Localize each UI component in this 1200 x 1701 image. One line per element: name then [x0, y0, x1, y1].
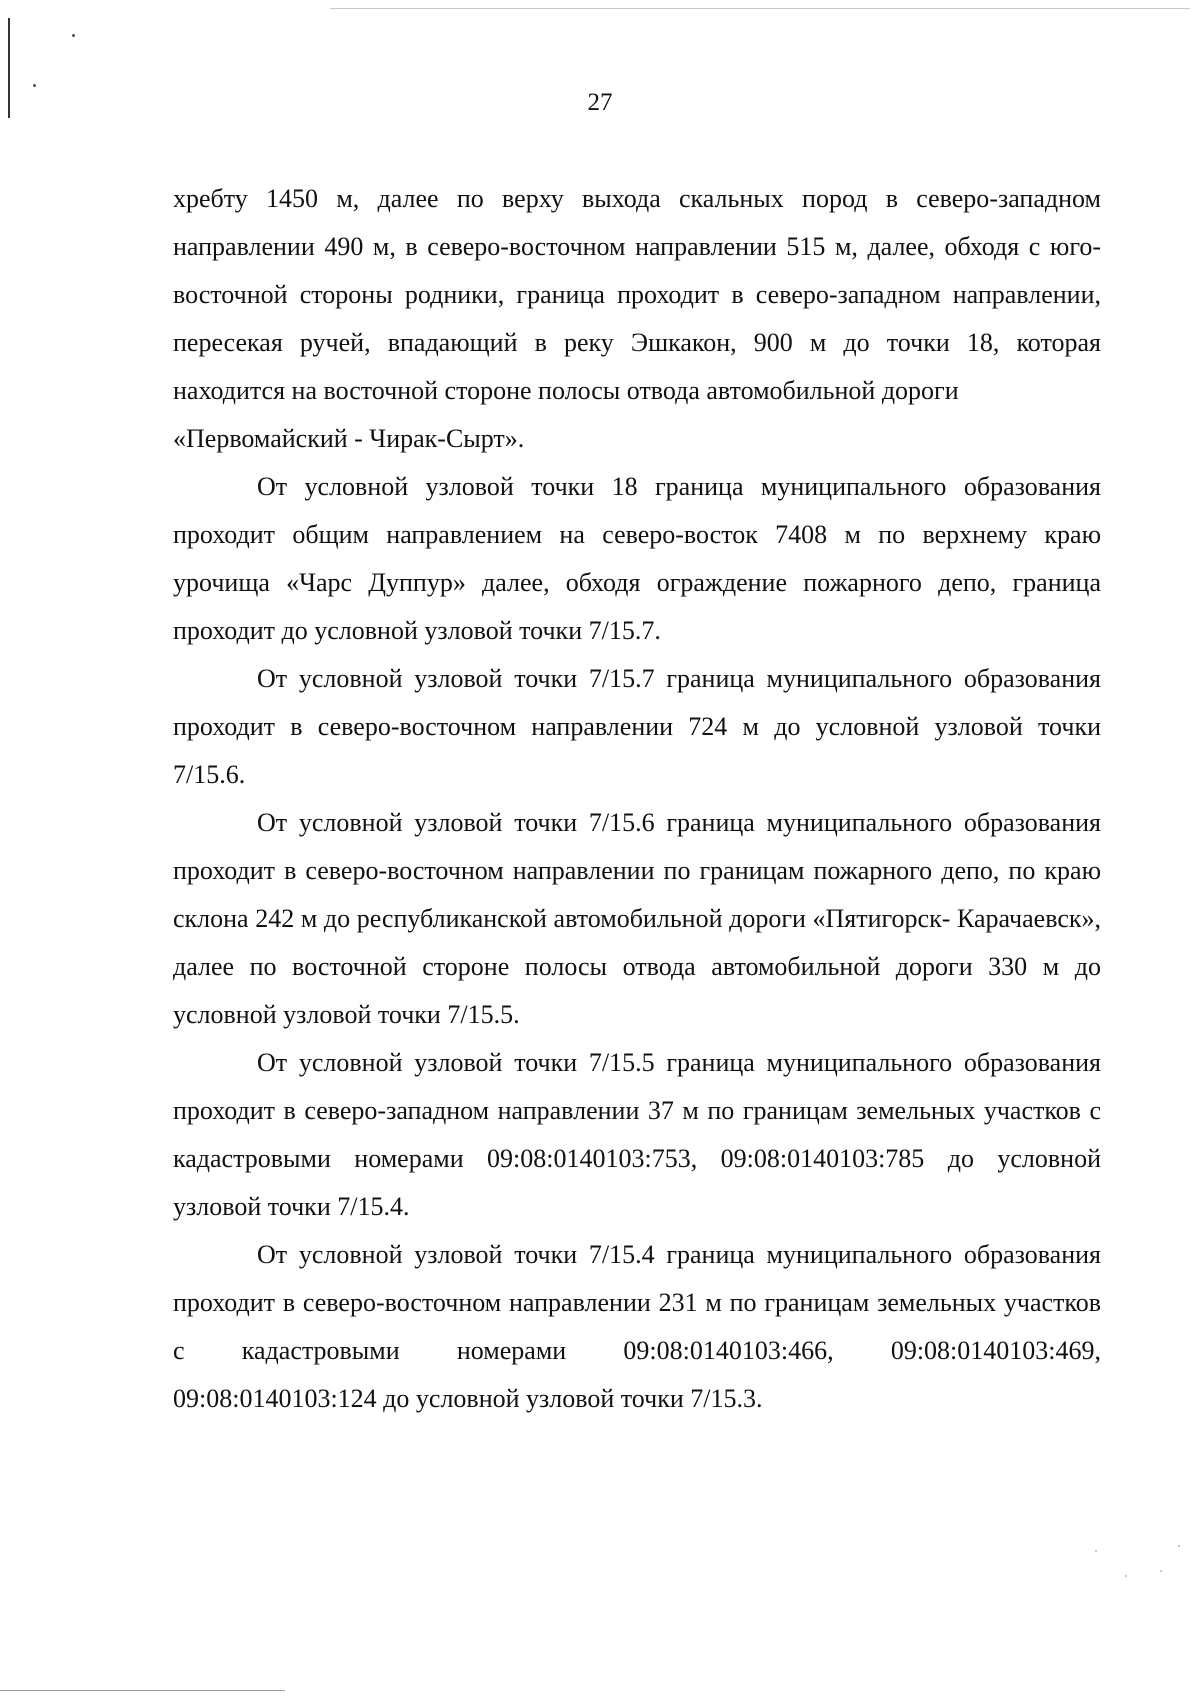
- paragraph-point-7-15-4: От условной узловой точки 7/15.4 граница муниципального образования проходит в северо-восточном направлении 231 м по границам земельных участков с кадастровыми номерами 09:08:0140103:466, 09:08:0140103:469, 09:08:0140103:124 до условной узловой точки 7/15.3.: [173, 1240, 1101, 1413]
- scan-artifact-dot: [33, 84, 36, 87]
- scan-artifact-top-line: [330, 8, 1190, 9]
- scan-artifact-noise: [1125, 1575, 1127, 1577]
- paragraph-point-7-15-5: От условной узловой точки 7/15.5 граница муниципального образования проходит в северо-западном направлении 37 м по границам земельных участков с кадастровыми номерами 09:08:0140103:753, 09:08:0140103:785 до условной узловой точки 7/15.4.: [173, 1048, 1101, 1221]
- paragraph-point-7-15-6: От условной узловой точки 7/15.6 граница муниципального образования проходит в северо-восточном направлении по границам пожарного депо, по краю склона 242 м до республиканской автомобильной дороги «Пятигорск- Карачаевск», далее по восточной стороне полосы отвода автомобильной дороги 330 м до условной узловой точки 7/15.5.: [173, 808, 1101, 1029]
- paragraph-continuation: хребту 1450 м, далее по верху выхода скальных пород в северо-западном направлении 490 м, в северо-восточном направлении 515 м, далее, обходя с юго-восточной стороны родники, граница проходит в северо-западном направлении, пересекая ручей, впадающий в реку Эшкакон, 900 м до точки 18, которая находится на восточной стороне полосы отвода автомобильной дороги: [173, 184, 1101, 405]
- paragraph-point-7-15-7: От условной узловой точки 7/15.7 граница муниципального образования проходит в северо-восточном направлении 724 м до условной узловой точки 7/15.6.: [173, 664, 1101, 789]
- paragraph-point-18: От условной узловой точки 18 граница муниципального образования проходит общим направлением на северо-восток 7408 м по верхнему краю урочища «Чарс Дуппур» далее, обходя ограждение пожарного депо, граница проходит до условной узловой точки 7/15.7.: [173, 472, 1101, 645]
- scan-artifact-noise: [1095, 1550, 1097, 1552]
- scan-artifact-noise: [1178, 1545, 1180, 1547]
- document-body: [173, 175, 1101, 1423]
- scan-artifact-dot: [72, 34, 75, 37]
- paragraph-road-name: «Первомайский - Чирак-Сырт».: [173, 424, 525, 453]
- scan-artifact-bottom-line: [0, 1690, 285, 1691]
- page-number: 27: [587, 89, 613, 116]
- scan-artifact-noise: [1160, 1570, 1162, 1572]
